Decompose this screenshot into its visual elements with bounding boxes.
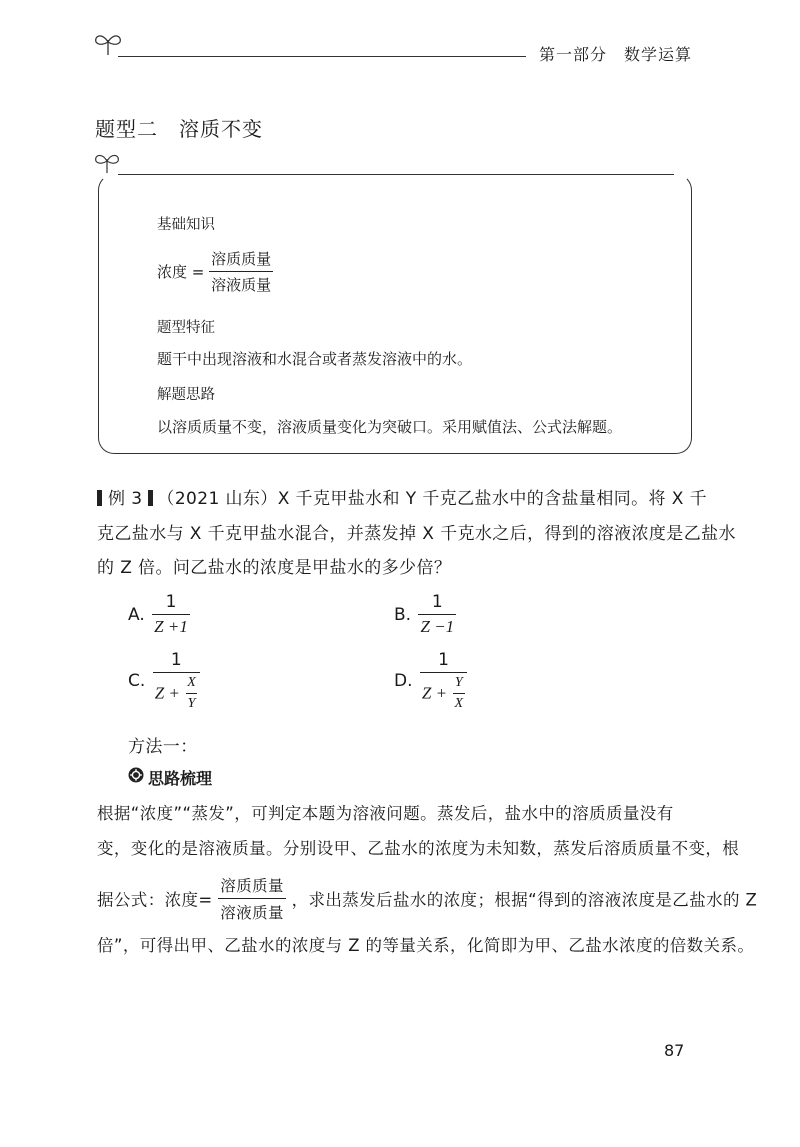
fraction-denominator xyxy=(153,672,200,712)
concentration-fraction xyxy=(209,248,273,295)
fraction-numerator: 1 xyxy=(170,650,182,670)
option-fraction xyxy=(420,650,467,712)
option-c[interactable] xyxy=(128,650,200,712)
option-fraction xyxy=(152,592,190,637)
example-tag-bar-left xyxy=(97,490,102,506)
sprout-icon xyxy=(92,150,122,174)
concentration-formula xyxy=(157,248,273,295)
inner-fraction xyxy=(453,675,466,712)
fraction-numerator: 1 xyxy=(431,592,443,612)
inner-numerator: Y xyxy=(454,675,463,690)
feature-text: 题干中出现溶液和水混合或者蒸发溶液中的水。 xyxy=(157,350,473,368)
method-para-line-3 xyxy=(97,874,757,923)
option-label: C. xyxy=(128,671,146,691)
option-d[interactable] xyxy=(394,650,467,712)
example-text-line-1: （2021 山东）X 千克甲盐水和 Y 千克乙盐水中的含盐量相同。将 X 千 xyxy=(157,489,707,509)
fraction-numerator: 溶质质量 xyxy=(220,877,284,895)
inner-denominator: X xyxy=(453,693,466,712)
option-label: A. xyxy=(128,604,145,625)
fraction-denominator: 溶液质量 xyxy=(209,271,273,295)
inner-numerator: X xyxy=(187,675,196,690)
denominator-prefix: Z + xyxy=(421,683,448,703)
method-para-line-2: 变，变化的是溶液质量。分别设甲、乙盐水的浓度为未知数，蒸发后溶质质量不变，根 xyxy=(97,839,740,858)
option-a[interactable] xyxy=(128,592,190,637)
example-text-line-3: 的 Z 倍。问乙盐水的浓度是甲盐水的多少倍？ xyxy=(97,558,452,578)
sprout-icon xyxy=(92,30,124,56)
approach-label: 解题思路 xyxy=(157,387,215,403)
option-b[interactable] xyxy=(394,592,456,637)
method-title: 方法一： xyxy=(128,737,198,757)
option-label: D. xyxy=(394,671,413,691)
fraction-numerator: 1 xyxy=(165,592,177,612)
option-fraction xyxy=(153,650,200,712)
knowledge-box-top-rule xyxy=(118,174,674,175)
inner-denominator: Y xyxy=(186,693,198,712)
option-label: B. xyxy=(394,604,412,625)
method-para-line-4: 倍”，可得出甲、乙盐水的浓度与 Z 的等量关系，化简即为甲、乙盐水浓度的倍数关系。 xyxy=(97,936,755,955)
para-line-3-suffix: ，求出蒸发后盐水的浓度；根据“得到的溶液浓度是乙盐水的 Z xyxy=(291,890,758,910)
feature-label: 题型特征 xyxy=(157,320,215,336)
fraction-denominator: Z +1 xyxy=(152,614,190,637)
para-fraction xyxy=(218,874,286,923)
denominator-prefix: Z + xyxy=(154,683,180,703)
approach-text: 以溶质质量不变，溶液质量变化为突破口。采用赋值法、公式法解题。 xyxy=(157,418,623,436)
header-rule xyxy=(118,56,526,57)
method-para-line-1: 根据“浓度”“蒸发”，可判定本题为溶液问题。蒸发后，盐水中的溶质质量没有 xyxy=(97,804,674,823)
concentration-label: 浓度 = xyxy=(157,263,205,281)
example-tag: 例 3 xyxy=(108,489,143,509)
inner-fraction xyxy=(185,675,198,712)
example-line-1 xyxy=(97,484,707,509)
fraction-denominator xyxy=(420,672,467,712)
para-line-3-prefix: 据公式：浓度= xyxy=(97,890,213,910)
fraction-numerator: 1 xyxy=(438,650,449,670)
section-title: 题型二 溶质不变 xyxy=(95,117,263,141)
page-number: 87 xyxy=(664,1041,685,1060)
header-title: 第一部分 数学运算 xyxy=(538,45,692,64)
basic-knowledge-label: 基础知识 xyxy=(157,217,215,233)
example-tag-bar-right xyxy=(148,490,153,506)
fraction-denominator: Z −1 xyxy=(418,614,456,637)
fraction-numerator: 溶质质量 xyxy=(211,250,272,268)
gear-icon xyxy=(128,767,144,783)
option-fraction xyxy=(418,592,456,637)
fraction-denominator: 溶液质量 xyxy=(218,898,286,923)
idea-heading: 思路梳理 xyxy=(148,769,213,788)
example-text-line-2: 克乙盐水与 X 千克甲盐水混合，并蒸发掉 X 千克水之后，得到的溶液浓度是乙盐水 xyxy=(97,524,736,544)
